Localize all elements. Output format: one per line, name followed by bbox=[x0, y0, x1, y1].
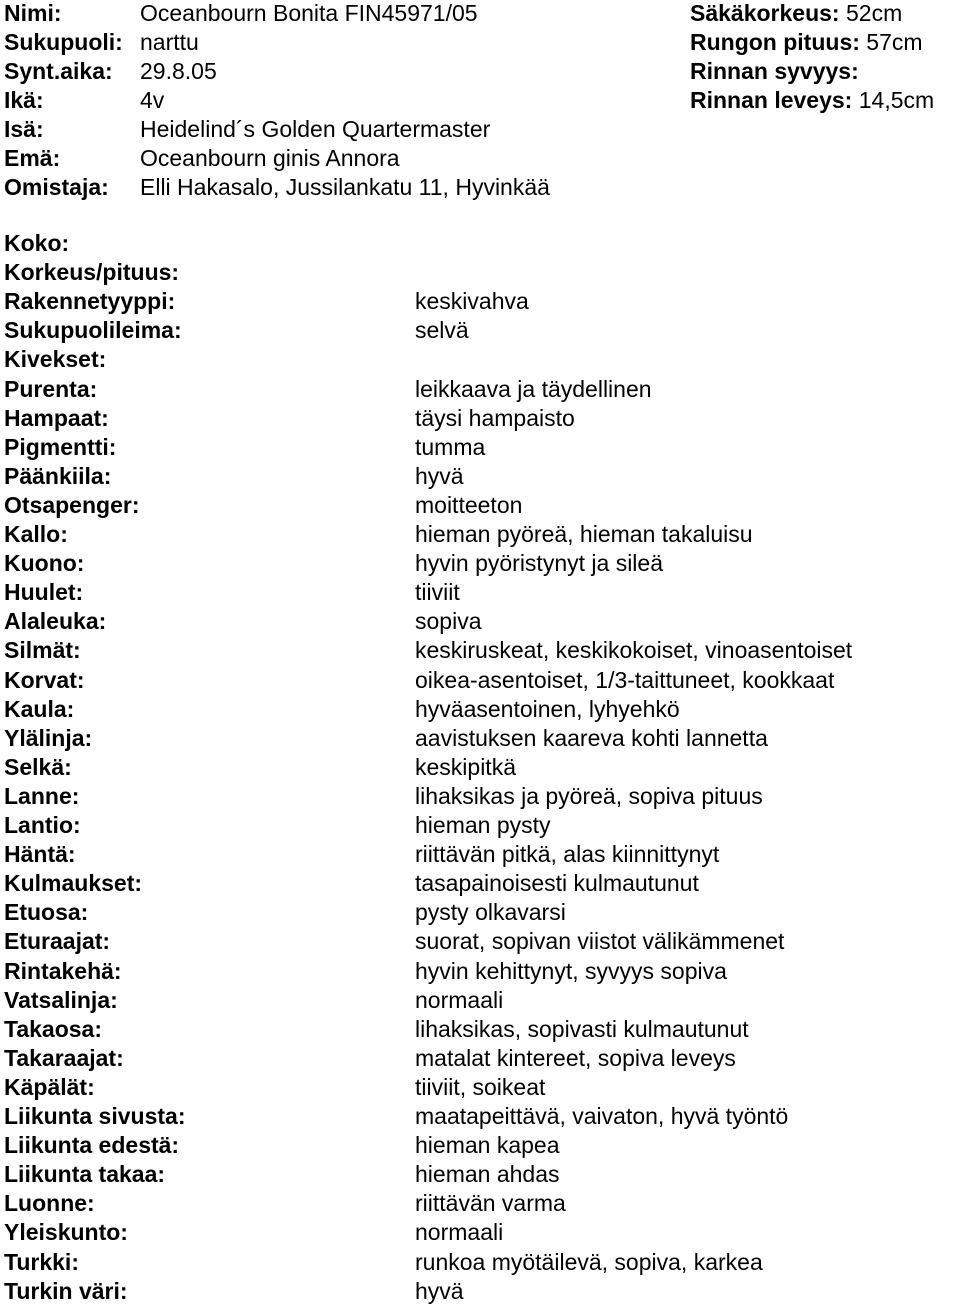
evaluation-label: Pigmentti: bbox=[4, 434, 117, 460]
evaluation-value: selvä bbox=[415, 317, 469, 343]
name-label: Nimi: bbox=[4, 0, 62, 26]
body-length-row bbox=[690, 29, 923, 55]
evaluation-value: matalat kintereet, sopiva leveys bbox=[415, 1045, 736, 1071]
evaluation-label: Alaleuka: bbox=[4, 608, 107, 634]
evaluation-value: normaali bbox=[415, 1219, 504, 1245]
evaluation-label: Ylälinja: bbox=[4, 725, 93, 751]
evaluation-label: Kallo: bbox=[4, 521, 68, 547]
chest-depth-row bbox=[690, 58, 859, 84]
evaluation-label: Liikunta takaa: bbox=[4, 1161, 166, 1187]
evaluation-label: Häntä: bbox=[4, 841, 76, 867]
evaluation-label: Lanne: bbox=[4, 783, 80, 809]
evaluation-label: Etuosa: bbox=[4, 899, 89, 925]
chest-depth-label: Rinnan syvyys: bbox=[690, 58, 859, 84]
evaluation-value: leikkaava ja täydellinen bbox=[415, 376, 652, 402]
evaluation-value: riittävän pitkä, alas kiinnittynyt bbox=[415, 841, 720, 867]
evaluation-value: lihaksikas ja pyöreä, sopiva pituus bbox=[415, 783, 763, 809]
withers-height-value: 52cm bbox=[845, 0, 903, 26]
evaluation-value: keskipitkä bbox=[415, 754, 516, 780]
chest-width-value: 14,5cm bbox=[858, 87, 935, 113]
evaluation-value: hyvin kehittynyt, syvyys sopiva bbox=[415, 958, 727, 984]
evaluation-value: sopiva bbox=[415, 608, 482, 634]
evaluation-value: pysty olkavarsi bbox=[415, 899, 566, 925]
owner-value: Elli Hakasalo, Jussilankatu 11, Hyvinkää bbox=[140, 174, 550, 200]
body-length-value: 57cm bbox=[866, 29, 923, 55]
evaluation-value: tumma bbox=[415, 434, 486, 460]
sex-value: narttu bbox=[140, 29, 199, 55]
sire-label: Isä: bbox=[4, 116, 44, 142]
evaluation-value: aavistuksen kaareva kohti lannetta bbox=[415, 725, 768, 751]
sire-value: Heidelind´s Golden Quartermaster bbox=[140, 116, 491, 142]
evaluation-value: lihaksikas, sopivasti kulmautunut bbox=[415, 1016, 749, 1042]
age-value: 4v bbox=[140, 87, 165, 113]
dam-label: Emä: bbox=[4, 145, 61, 171]
evaluation-label: Turkin väri: bbox=[4, 1278, 128, 1304]
evaluation-value: oikea-asentoiset, 1/3-taittuneet, kookkaat bbox=[415, 667, 835, 693]
evaluation-label: Silmät: bbox=[4, 637, 81, 663]
evaluation-label: Käpälät: bbox=[4, 1074, 95, 1100]
evaluation-label: Hampaat: bbox=[4, 405, 109, 431]
evaluation-label: Takaraajat: bbox=[4, 1045, 124, 1071]
evaluation-value: hieman pysty bbox=[415, 812, 551, 838]
evaluation-label: Takaosa: bbox=[4, 1016, 103, 1042]
evaluation-value: runkoa myötäilevä, sopiva, karkea bbox=[415, 1249, 763, 1275]
evaluation-label: Rakennetyyppi: bbox=[4, 288, 176, 314]
evaluation-label: Eturaajat: bbox=[4, 928, 111, 954]
evaluation-value: tiiviit bbox=[415, 579, 460, 605]
evaluation-value: hyvin pyöristynyt ja sileä bbox=[415, 550, 663, 576]
evaluation-label: Turkki: bbox=[4, 1249, 79, 1275]
evaluation-value: suorat, sopivan viistot välikämmenet bbox=[415, 928, 785, 954]
name-value: Oceanbourn Bonita FIN45971/05 bbox=[140, 0, 478, 26]
evaluation-label: Luonne: bbox=[4, 1190, 95, 1216]
evaluation-label: Koko: bbox=[4, 230, 70, 256]
birthdate-label: Synt.aika: bbox=[4, 58, 113, 84]
evaluation-label: Korkeus/pituus: bbox=[4, 259, 180, 285]
evaluation-value: hyvä bbox=[415, 463, 464, 489]
evaluation-value: keskivahva bbox=[415, 288, 529, 314]
evaluation-value: normaali bbox=[415, 987, 504, 1013]
evaluation-value: moitteeton bbox=[415, 492, 523, 518]
evaluation-value: tasapainoisesti kulmautunut bbox=[415, 870, 699, 896]
evaluation-value: tiiviit, soikeat bbox=[415, 1074, 546, 1100]
evaluation-value: hieman kapea bbox=[415, 1132, 560, 1158]
body-length-label: Rungon pituus: bbox=[690, 29, 860, 55]
evaluation-label: Korvat: bbox=[4, 667, 85, 693]
evaluation-label: Lantio: bbox=[4, 812, 81, 838]
evaluation-label: Sukupuolileima: bbox=[4, 317, 182, 343]
evaluation-label: Rintakehä: bbox=[4, 958, 122, 984]
evaluation-label: Kivekset: bbox=[4, 346, 107, 372]
chest-width-label: Rinnan leveys: bbox=[690, 87, 853, 113]
sex-label: Sukupuoli: bbox=[4, 29, 123, 55]
evaluation-label: Kulmaukset: bbox=[4, 870, 143, 896]
evaluation-label: Purenta: bbox=[4, 376, 98, 402]
evaluation-value: hieman pyöreä, hieman takaluisu bbox=[415, 521, 753, 547]
withers-height-row bbox=[690, 0, 902, 26]
evaluation-value: maatapeittävä, vaivaton, hyvä työntö bbox=[415, 1103, 789, 1129]
birthdate-value: 29.8.05 bbox=[140, 58, 217, 84]
evaluation-label: Huulet: bbox=[4, 579, 84, 605]
evaluation-value: keskiruskeat, keskikokoiset, vinoasentoiset bbox=[415, 637, 853, 663]
evaluation-label: Yleiskunto: bbox=[4, 1219, 128, 1245]
evaluation-label: Kaula: bbox=[4, 696, 75, 722]
evaluation-label: Liikunta sivusta: bbox=[4, 1103, 186, 1129]
age-label: Ikä: bbox=[4, 87, 44, 113]
evaluation-value: riittävän varma bbox=[415, 1190, 566, 1216]
evaluation-label: Kuono: bbox=[4, 550, 85, 576]
evaluation-value: hyvä bbox=[415, 1278, 464, 1304]
evaluation-value: hieman ahdas bbox=[415, 1161, 560, 1187]
owner-label: Omistaja: bbox=[4, 174, 109, 200]
evaluation-label: Vatsalinja: bbox=[4, 987, 118, 1013]
evaluation-label: Liikunta edestä: bbox=[4, 1132, 180, 1158]
evaluation-value: täysi hampaisto bbox=[415, 405, 575, 431]
evaluation-label: Selkä: bbox=[4, 754, 72, 780]
chest-width-row bbox=[690, 87, 934, 113]
evaluation-label: Otsapenger: bbox=[4, 492, 140, 518]
withers-height-label: Säkäkorkeus: bbox=[690, 0, 840, 26]
dam-value: Oceanbourn ginis Annora bbox=[140, 145, 400, 171]
evaluation-value: hyväasentoinen, lyhyehkö bbox=[415, 696, 680, 722]
evaluation-label: Päänkiila: bbox=[4, 463, 112, 489]
